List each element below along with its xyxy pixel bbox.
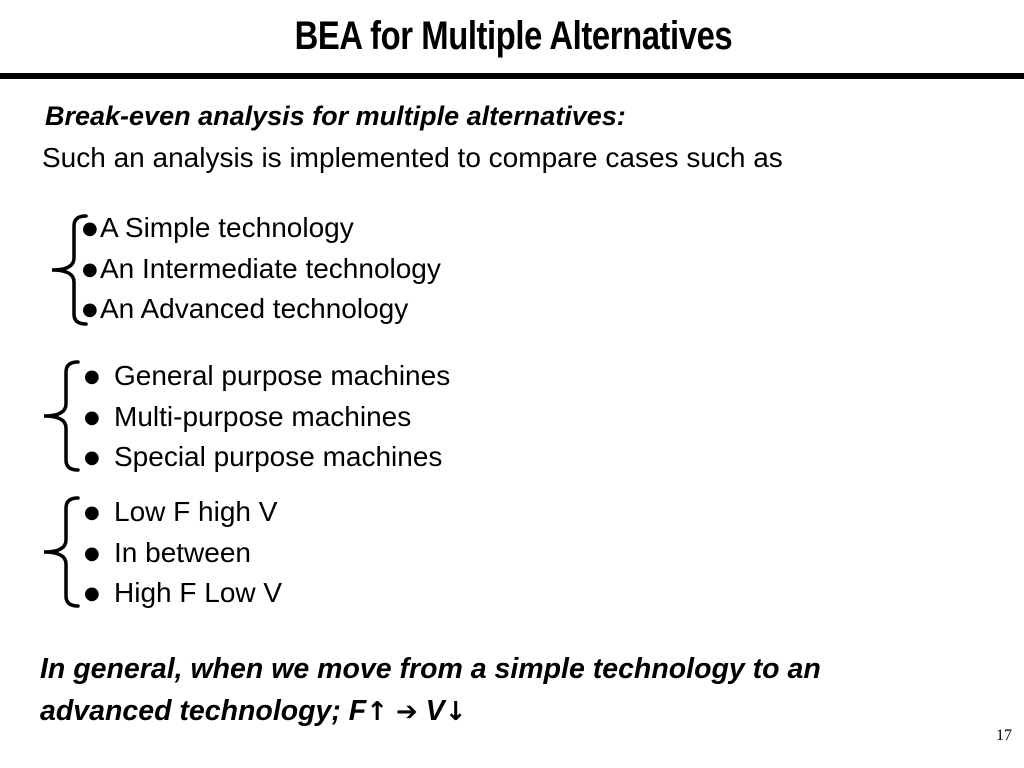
page-number: 17 [996, 727, 1012, 744]
bullet-icon: ● [84, 502, 100, 523]
left-brace-icon [34, 490, 84, 614]
slide-title: BEA for Multiple Alternatives [294, 14, 733, 58]
bullet-icon: ● [82, 258, 98, 280]
conclusion-line-2: advanced technology; F↑ ➔ V↓ [40, 695, 467, 727]
title-divider [0, 73, 1024, 79]
list-item: ●A Simple technology [82, 208, 441, 249]
bullet-icon: ● [84, 583, 100, 604]
bullet-list [84, 356, 450, 478]
section-heading: Break-even analysis for multiple alternatives: [45, 101, 626, 131]
bullet-icon: ● [84, 447, 100, 468]
intro-text: Such an analysis is implemented to compare cases such as [42, 142, 783, 173]
list-item: ● In between [84, 533, 282, 574]
bullet-group-technology [42, 208, 562, 332]
left-brace-icon [34, 354, 84, 478]
bullet-icon: ● [84, 542, 100, 564]
list-item: ● Multi-purpose machines [84, 397, 450, 438]
bullet-icon: ● [82, 299, 98, 320]
list-item: ● General purpose machines [84, 356, 450, 397]
right-arrow-icon: ➔ [395, 697, 418, 727]
down-arrow-icon: ↓ [444, 697, 467, 727]
bullet-icon: ● [84, 366, 100, 387]
list-item: ● Special purpose machines [84, 437, 450, 478]
list-item: ●An Advanced technology [82, 289, 441, 330]
bullet-icon: ● [84, 406, 100, 428]
up-arrow-icon: ↑ [366, 697, 389, 727]
conclusion-line-1: In general, when we move from a simple technology to an [40, 653, 821, 685]
bullet-icon: ● [82, 218, 98, 239]
bullet-list [84, 492, 282, 614]
list-item: ● Low F high V [84, 492, 282, 533]
conclusion-text [40, 648, 821, 733]
list-item: ● High F Low V [84, 573, 282, 614]
bullet-list [82, 208, 441, 330]
bullet-group-cost-structure [34, 490, 554, 614]
bullet-group-machines [34, 354, 554, 478]
list-item: ●An Intermediate technology [82, 249, 441, 290]
